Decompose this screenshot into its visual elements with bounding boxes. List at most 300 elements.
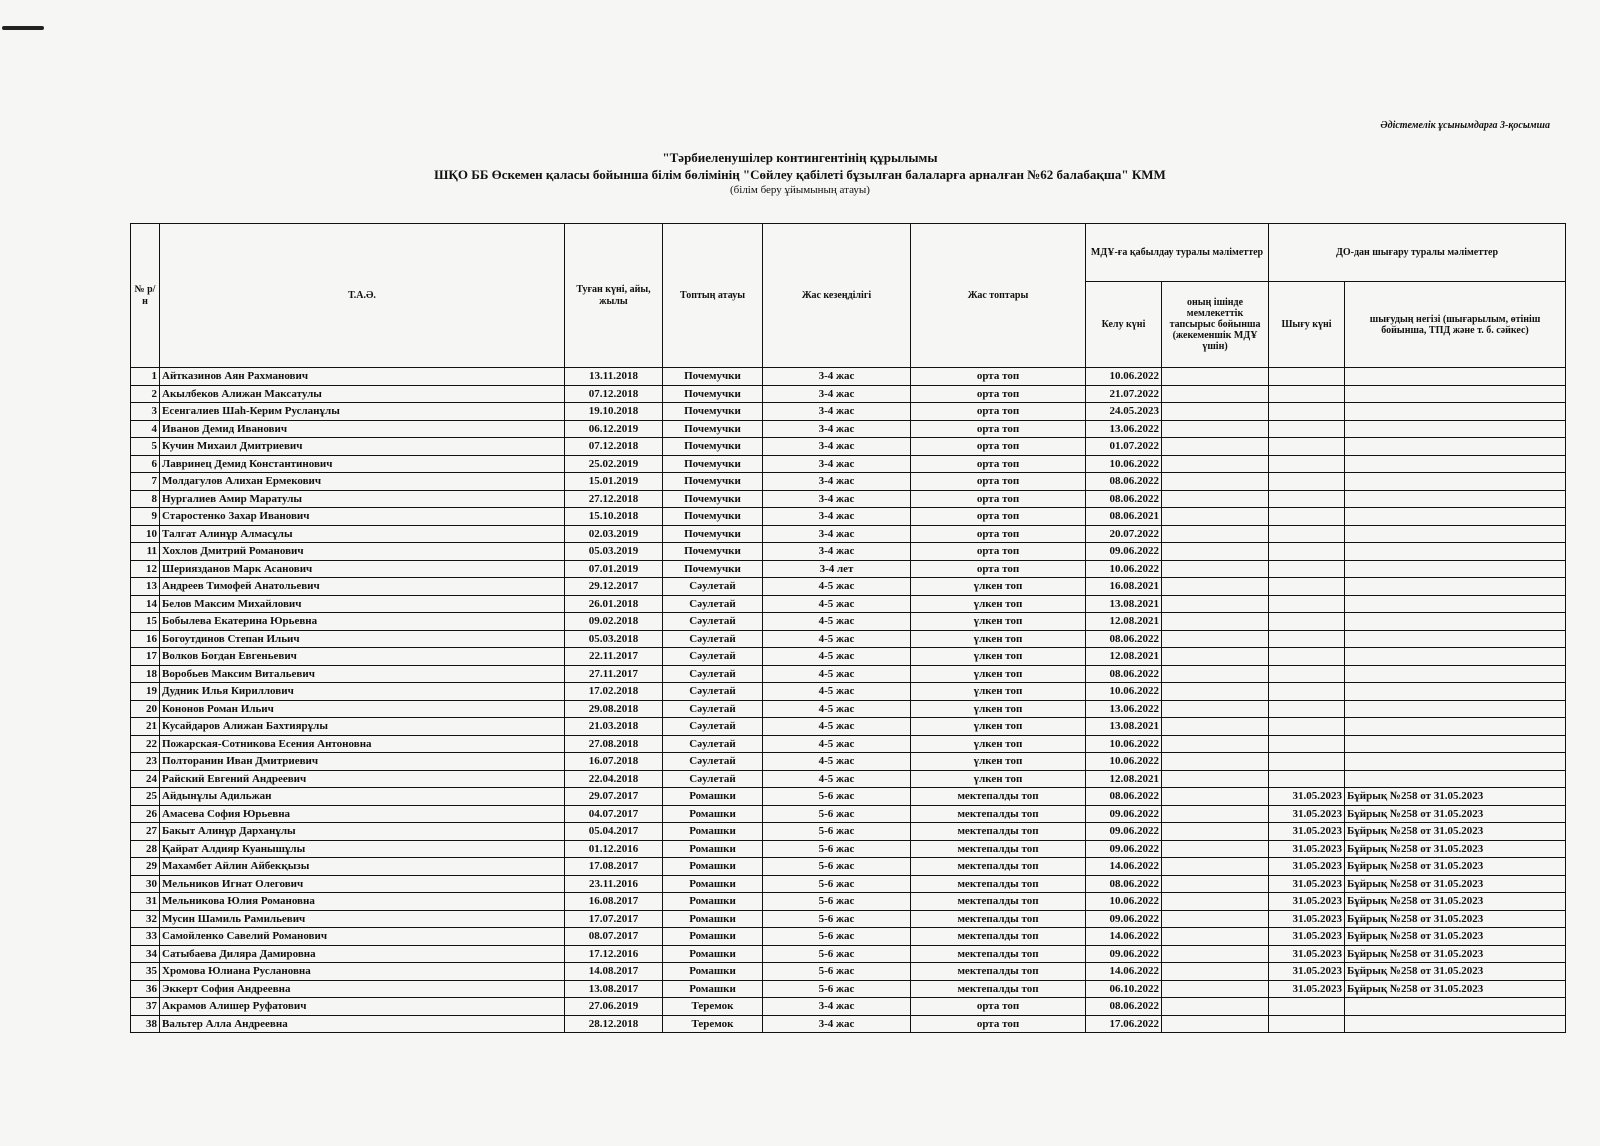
cell-age-group: мектепалды топ	[911, 840, 1086, 858]
cell-age-period: 3-4 жас	[763, 1015, 911, 1033]
header-exit-date: Шығу күні	[1269, 282, 1345, 368]
cell-group: Почемучки	[663, 438, 763, 456]
cell-group: Сәулетай	[663, 753, 763, 771]
cell-num: 22	[131, 735, 160, 753]
cell-name: Қайрат Алдияр Куанышұлы	[160, 840, 565, 858]
cell-exit-basis: Бұйрық №258 от 31.05.2023	[1345, 980, 1566, 998]
cell-age-group: орта топ	[911, 420, 1086, 438]
cell-age-group: орта топ	[911, 455, 1086, 473]
cell-age-group: орта топ	[911, 1015, 1086, 1033]
cell-group: Почемучки	[663, 473, 763, 491]
cell-age-group: орта топ	[911, 403, 1086, 421]
cell-num: 15	[131, 613, 160, 631]
cell-exit-basis	[1345, 420, 1566, 438]
cell-exit-date	[1269, 998, 1345, 1016]
cell-birth: 17.08.2017	[565, 858, 663, 876]
cell-name: Богоутдинов Степан Ильич	[160, 630, 565, 648]
cell-exit-basis	[1345, 490, 1566, 508]
cell-age-period: 3-4 жас	[763, 438, 911, 456]
cell-num: 33	[131, 928, 160, 946]
cell-arrival-date: 12.08.2021	[1086, 648, 1162, 666]
cell-age-period: 5-6 жас	[763, 840, 911, 858]
cell-birth: 26.01.2018	[565, 595, 663, 613]
cell-group: Почемучки	[663, 490, 763, 508]
cell-age-period: 3-4 жас	[763, 368, 911, 386]
cell-exit-date	[1269, 473, 1345, 491]
cell-arrival-date: 14.06.2022	[1086, 858, 1162, 876]
cell-state-order	[1162, 368, 1269, 386]
cell-name: Махамбет Айлин Айбекқызы	[160, 858, 565, 876]
table-row	[131, 823, 1566, 841]
cell-exit-basis	[1345, 508, 1566, 526]
cell-exit-date	[1269, 700, 1345, 718]
table-row	[131, 893, 1566, 911]
cell-age-group: мектепалды топ	[911, 858, 1086, 876]
cell-age-period: 3-4 жас	[763, 403, 911, 421]
cell-exit-date: 31.05.2023	[1269, 893, 1345, 911]
cell-birth: 16.07.2018	[565, 753, 663, 771]
cell-age-period: 4-5 жас	[763, 648, 911, 666]
cell-exit-date	[1269, 490, 1345, 508]
cell-state-order	[1162, 788, 1269, 806]
cell-age-group: орта топ	[911, 508, 1086, 526]
cell-name: Пожарская-Сотникова Есения Антоновна	[160, 735, 565, 753]
cell-age-period: 3-4 жас	[763, 508, 911, 526]
table-row	[131, 613, 1566, 631]
cell-exit-date	[1269, 385, 1345, 403]
cell-age-period: 5-6 жас	[763, 805, 911, 823]
cell-state-order	[1162, 893, 1269, 911]
cell-exit-basis	[1345, 700, 1566, 718]
cell-exit-basis	[1345, 613, 1566, 631]
cell-age-period: 3-4 жас	[763, 420, 911, 438]
table-row	[131, 560, 1566, 578]
table-row	[131, 508, 1566, 526]
cell-exit-date	[1269, 578, 1345, 596]
cell-state-order	[1162, 928, 1269, 946]
cell-group: Ромашки	[663, 893, 763, 911]
cell-arrival-date: 10.06.2022	[1086, 455, 1162, 473]
table-row	[131, 525, 1566, 543]
cell-num: 23	[131, 753, 160, 771]
cell-arrival-date: 12.08.2021	[1086, 770, 1162, 788]
cell-exit-date	[1269, 630, 1345, 648]
cell-birth: 08.07.2017	[565, 928, 663, 946]
cell-birth: 29.08.2018	[565, 700, 663, 718]
cell-birth: 05.03.2019	[565, 543, 663, 561]
cell-age-group: орта топ	[911, 368, 1086, 386]
table-row	[131, 385, 1566, 403]
cell-group: Ромашки	[663, 963, 763, 981]
cell-exit-date	[1269, 683, 1345, 701]
cell-name: Дудник Илья Кириллович	[160, 683, 565, 701]
header-age-period: Жас кезеңділігі	[763, 224, 911, 368]
cell-age-group: мектепалды топ	[911, 875, 1086, 893]
cell-name: Вальтер Алла Андреевна	[160, 1015, 565, 1033]
cell-age-group: мектепалды топ	[911, 805, 1086, 823]
cell-state-order	[1162, 438, 1269, 456]
cell-arrival-date: 08.06.2022	[1086, 875, 1162, 893]
cell-num: 7	[131, 473, 160, 491]
cell-exit-basis	[1345, 1015, 1566, 1033]
cell-group: Сәулетай	[663, 578, 763, 596]
cell-name: Старостенко Захар Иванович	[160, 508, 565, 526]
cell-arrival-date: 08.06.2022	[1086, 665, 1162, 683]
cell-num: 28	[131, 840, 160, 858]
cell-state-order	[1162, 630, 1269, 648]
cell-state-order	[1162, 595, 1269, 613]
cell-name: Талгат Алинұр Алмасұлы	[160, 525, 565, 543]
cell-num: 27	[131, 823, 160, 841]
table-row	[131, 980, 1566, 998]
cell-exit-date	[1269, 543, 1345, 561]
cell-exit-date: 31.05.2023	[1269, 823, 1345, 841]
table-row	[131, 700, 1566, 718]
table-row	[131, 945, 1566, 963]
cell-exit-date: 31.05.2023	[1269, 788, 1345, 806]
cell-birth: 17.12.2016	[565, 945, 663, 963]
cell-age-group: мектепалды топ	[911, 980, 1086, 998]
cell-arrival-date: 10.06.2022	[1086, 683, 1162, 701]
table-row	[131, 578, 1566, 596]
cell-state-order	[1162, 648, 1269, 666]
cell-exit-date	[1269, 438, 1345, 456]
cell-age-period: 4-5 жас	[763, 718, 911, 736]
cell-group: Сәулетай	[663, 595, 763, 613]
cell-state-order	[1162, 858, 1269, 876]
cell-num: 12	[131, 560, 160, 578]
cell-arrival-date: 09.06.2022	[1086, 910, 1162, 928]
cell-arrival-date: 08.06.2022	[1086, 473, 1162, 491]
cell-name: Кучин Михаил Дмитриевич	[160, 438, 565, 456]
table-row	[131, 718, 1566, 736]
cell-age-group: мектепалды топ	[911, 910, 1086, 928]
cell-arrival-date: 08.06.2022	[1086, 998, 1162, 1016]
cell-age-period: 5-6 жас	[763, 910, 911, 928]
cell-state-order	[1162, 1015, 1269, 1033]
cell-num: 18	[131, 665, 160, 683]
cell-arrival-date: 09.06.2022	[1086, 945, 1162, 963]
cell-name: Мусин Шамиль Рамильевич	[160, 910, 565, 928]
cell-age-group: үлкен топ	[911, 735, 1086, 753]
cell-exit-basis	[1345, 998, 1566, 1016]
cell-arrival-date: 08.06.2021	[1086, 508, 1162, 526]
cell-name: Кусайдаров Алижан Бахтиярұлы	[160, 718, 565, 736]
cell-arrival-date: 09.06.2022	[1086, 840, 1162, 858]
cell-age-period: 5-6 жас	[763, 875, 911, 893]
cell-group: Ромашки	[663, 858, 763, 876]
cell-state-order	[1162, 700, 1269, 718]
cell-birth: 16.08.2017	[565, 893, 663, 911]
cell-exit-basis: Бұйрық №258 от 31.05.2023	[1345, 928, 1566, 946]
cell-name: Акрамов Алишер Руфатович	[160, 998, 565, 1016]
cell-age-period: 4-5 жас	[763, 770, 911, 788]
cell-birth: 21.03.2018	[565, 718, 663, 736]
cell-exit-basis: Бұйрық №258 от 31.05.2023	[1345, 875, 1566, 893]
table-row	[131, 648, 1566, 666]
cell-name: Андреев Тимофей Анатольевич	[160, 578, 565, 596]
cell-group: Сәулетай	[663, 683, 763, 701]
contingent-table	[130, 223, 1566, 1033]
cell-group: Ромашки	[663, 875, 763, 893]
cell-birth: 17.02.2018	[565, 683, 663, 701]
cell-num: 19	[131, 683, 160, 701]
cell-exit-date: 31.05.2023	[1269, 858, 1345, 876]
cell-exit-date	[1269, 770, 1345, 788]
cell-name: Бобылева Екатерина Юрьевна	[160, 613, 565, 631]
table-row	[131, 438, 1566, 456]
cell-exit-basis	[1345, 718, 1566, 736]
cell-exit-date	[1269, 455, 1345, 473]
cell-num: 17	[131, 648, 160, 666]
table-row	[131, 840, 1566, 858]
table-row	[131, 963, 1566, 981]
cell-group: Сәулетай	[663, 718, 763, 736]
cell-state-order	[1162, 735, 1269, 753]
cell-age-group: орта топ	[911, 560, 1086, 578]
cell-age-period: 3-4 жас	[763, 525, 911, 543]
cell-num: 3	[131, 403, 160, 421]
cell-group: Почемучки	[663, 455, 763, 473]
cell-exit-date: 31.05.2023	[1269, 963, 1345, 981]
table-row	[131, 368, 1566, 386]
cell-exit-basis	[1345, 438, 1566, 456]
cell-name: Есенгалиев Шаh-Керим Русланұлы	[160, 403, 565, 421]
document-caption: (білім беру ұйымының атауы)	[730, 184, 870, 196]
cell-arrival-date: 10.06.2022	[1086, 560, 1162, 578]
cell-name: Лавринец Демид Константинович	[160, 455, 565, 473]
cell-arrival-date: 13.06.2022	[1086, 700, 1162, 718]
cell-exit-basis	[1345, 473, 1566, 491]
cell-state-order	[1162, 823, 1269, 841]
cell-group: Теремок	[663, 1015, 763, 1033]
cell-exit-basis	[1345, 455, 1566, 473]
table-row	[131, 420, 1566, 438]
cell-exit-date: 31.05.2023	[1269, 945, 1345, 963]
cell-birth: 04.07.2017	[565, 805, 663, 823]
cell-num: 9	[131, 508, 160, 526]
table-row	[131, 753, 1566, 771]
cell-num: 11	[131, 543, 160, 561]
header-birth: Туған күні, айы, жылы	[565, 224, 663, 368]
cell-arrival-date: 08.06.2022	[1086, 630, 1162, 648]
cell-group: Почемучки	[663, 385, 763, 403]
cell-age-period: 4-5 жас	[763, 630, 911, 648]
cell-birth: 22.11.2017	[565, 648, 663, 666]
cell-num: 20	[131, 700, 160, 718]
cell-arrival-date: 13.08.2021	[1086, 595, 1162, 613]
cell-birth: 15.10.2018	[565, 508, 663, 526]
cell-state-order	[1162, 665, 1269, 683]
cell-exit-basis	[1345, 735, 1566, 753]
cell-state-order	[1162, 473, 1269, 491]
cell-arrival-date: 10.06.2022	[1086, 735, 1162, 753]
cell-age-period: 5-6 жас	[763, 823, 911, 841]
cell-num: 1	[131, 368, 160, 386]
cell-num: 10	[131, 525, 160, 543]
scan-mark	[2, 26, 44, 30]
cell-exit-basis	[1345, 665, 1566, 683]
cell-exit-date: 31.05.2023	[1269, 910, 1345, 928]
cell-name: Кононов Роман Ильич	[160, 700, 565, 718]
cell-exit-date	[1269, 1015, 1345, 1033]
table-row	[131, 805, 1566, 823]
table-row	[131, 770, 1566, 788]
cell-name: Хохлов Дмитрий Романович	[160, 543, 565, 561]
cell-arrival-date: 10.06.2022	[1086, 753, 1162, 771]
cell-arrival-date: 20.07.2022	[1086, 525, 1162, 543]
cell-group: Сәулетай	[663, 613, 763, 631]
cell-exit-basis	[1345, 770, 1566, 788]
table-row	[131, 998, 1566, 1016]
cell-num: 31	[131, 893, 160, 911]
header-exit-basis: шығудың негізі (шығарылым, өтініш бойынша, ТПД және т. б. сәйкес)	[1345, 282, 1566, 368]
cell-group: Почемучки	[663, 543, 763, 561]
document-title: "Тәрбиеленушілер контингентінің құрылымы	[662, 150, 938, 165]
cell-num: 29	[131, 858, 160, 876]
cell-name: Полторанин Иван Дмитриевич	[160, 753, 565, 771]
cell-state-order	[1162, 963, 1269, 981]
cell-exit-date	[1269, 665, 1345, 683]
cell-num: 8	[131, 490, 160, 508]
cell-state-order	[1162, 875, 1269, 893]
cell-exit-basis: Бұйрық №258 от 31.05.2023	[1345, 893, 1566, 911]
table-row	[131, 1015, 1566, 1033]
cell-age-group: мектепалды топ	[911, 788, 1086, 806]
header-admission: МДҰ-ға қабылдау туралы мәліметтер	[1086, 224, 1269, 282]
cell-age-group: үлкен топ	[911, 613, 1086, 631]
cell-age-group: үлкен топ	[911, 753, 1086, 771]
cell-age-period: 3-4 жас	[763, 385, 911, 403]
cell-name: Шериязданов Марк Асанович	[160, 560, 565, 578]
cell-age-group: орта топ	[911, 543, 1086, 561]
cell-birth: 27.12.2018	[565, 490, 663, 508]
cell-group: Сәулетай	[663, 770, 763, 788]
cell-birth: 29.07.2017	[565, 788, 663, 806]
cell-birth: 05.03.2018	[565, 630, 663, 648]
table-row	[131, 455, 1566, 473]
cell-group: Ромашки	[663, 980, 763, 998]
cell-group: Сәулетай	[663, 700, 763, 718]
cell-age-period: 4-5 жас	[763, 683, 911, 701]
cell-age-period: 3-4 жас	[763, 998, 911, 1016]
cell-age-period: 3-4 жас	[763, 490, 911, 508]
header-arrival-date: Келу күні	[1086, 282, 1162, 368]
cell-num: 24	[131, 770, 160, 788]
cell-age-period: 4-5 жас	[763, 613, 911, 631]
cell-birth: 27.06.2019	[565, 998, 663, 1016]
cell-state-order	[1162, 770, 1269, 788]
cell-age-period: 3-4 лет	[763, 560, 911, 578]
table-row	[131, 595, 1566, 613]
cell-group: Ромашки	[663, 945, 763, 963]
cell-arrival-date: 09.06.2022	[1086, 805, 1162, 823]
cell-birth: 25.02.2019	[565, 455, 663, 473]
cell-state-order	[1162, 910, 1269, 928]
cell-age-group: орта топ	[911, 525, 1086, 543]
cell-name: Акылбеков Алижан Максатулы	[160, 385, 565, 403]
cell-group: Почемучки	[663, 368, 763, 386]
cell-name: Райский Евгений Андреевич	[160, 770, 565, 788]
cell-birth: 17.07.2017	[565, 910, 663, 928]
header-age-group: Жас топтары	[911, 224, 1086, 368]
cell-birth: 07.12.2018	[565, 438, 663, 456]
cell-state-order	[1162, 718, 1269, 736]
cell-birth: 05.04.2017	[565, 823, 663, 841]
cell-age-group: үлкен топ	[911, 683, 1086, 701]
cell-age-group: үлкен топ	[911, 665, 1086, 683]
cell-exit-basis	[1345, 543, 1566, 561]
document-header	[0, 150, 1600, 198]
cell-age-group: мектепалды топ	[911, 823, 1086, 841]
cell-name: Волков Богдан Евгеньевич	[160, 648, 565, 666]
cell-arrival-date: 10.06.2022	[1086, 368, 1162, 386]
cell-birth: 27.11.2017	[565, 665, 663, 683]
cell-name: Сатыбаева Диляра Дамировна	[160, 945, 565, 963]
cell-age-group: мектепалды топ	[911, 945, 1086, 963]
cell-name: Самойленко Савелий Романович	[160, 928, 565, 946]
cell-arrival-date: 13.06.2022	[1086, 420, 1162, 438]
cell-group: Теремок	[663, 998, 763, 1016]
table-row	[131, 928, 1566, 946]
appendix-note: Әдістемелік ұсынымдарға 3-қосымша	[1380, 120, 1550, 131]
cell-age-group: үлкен топ	[911, 770, 1086, 788]
cell-age-group: мектепалды топ	[911, 893, 1086, 911]
cell-birth: 29.12.2017	[565, 578, 663, 596]
cell-group: Ромашки	[663, 805, 763, 823]
cell-group: Почемучки	[663, 508, 763, 526]
cell-name: Эккерт София Андреевна	[160, 980, 565, 998]
cell-exit-date	[1269, 525, 1345, 543]
cell-group: Сәулетай	[663, 630, 763, 648]
cell-num: 4	[131, 420, 160, 438]
cell-exit-date: 31.05.2023	[1269, 805, 1345, 823]
cell-num: 25	[131, 788, 160, 806]
cell-exit-date: 31.05.2023	[1269, 840, 1345, 858]
cell-exit-date	[1269, 560, 1345, 578]
cell-state-order	[1162, 403, 1269, 421]
table-row	[131, 473, 1566, 491]
cell-state-order	[1162, 525, 1269, 543]
cell-age-period: 4-5 жас	[763, 735, 911, 753]
cell-arrival-date: 14.06.2022	[1086, 963, 1162, 981]
cell-exit-basis	[1345, 385, 1566, 403]
cell-exit-basis	[1345, 630, 1566, 648]
cell-state-order	[1162, 980, 1269, 998]
cell-exit-basis	[1345, 560, 1566, 578]
cell-state-order	[1162, 560, 1269, 578]
cell-age-group: үлкен топ	[911, 630, 1086, 648]
cell-exit-date	[1269, 718, 1345, 736]
cell-exit-date	[1269, 648, 1345, 666]
cell-exit-basis	[1345, 753, 1566, 771]
cell-state-order	[1162, 490, 1269, 508]
cell-arrival-date: 06.10.2022	[1086, 980, 1162, 998]
cell-group: Сәулетай	[663, 648, 763, 666]
cell-age-group: үлкен топ	[911, 648, 1086, 666]
cell-age-period: 5-6 жас	[763, 788, 911, 806]
cell-group: Ромашки	[663, 928, 763, 946]
cell-num: 5	[131, 438, 160, 456]
header-num: № р/н	[131, 224, 160, 368]
cell-exit-date	[1269, 595, 1345, 613]
cell-arrival-date: 17.06.2022	[1086, 1015, 1162, 1033]
cell-name: Айдынұлы Адильжан	[160, 788, 565, 806]
cell-age-group: мектепалды топ	[911, 963, 1086, 981]
cell-arrival-date: 08.06.2022	[1086, 788, 1162, 806]
cell-group: Сәулетай	[663, 735, 763, 753]
cell-exit-date	[1269, 420, 1345, 438]
